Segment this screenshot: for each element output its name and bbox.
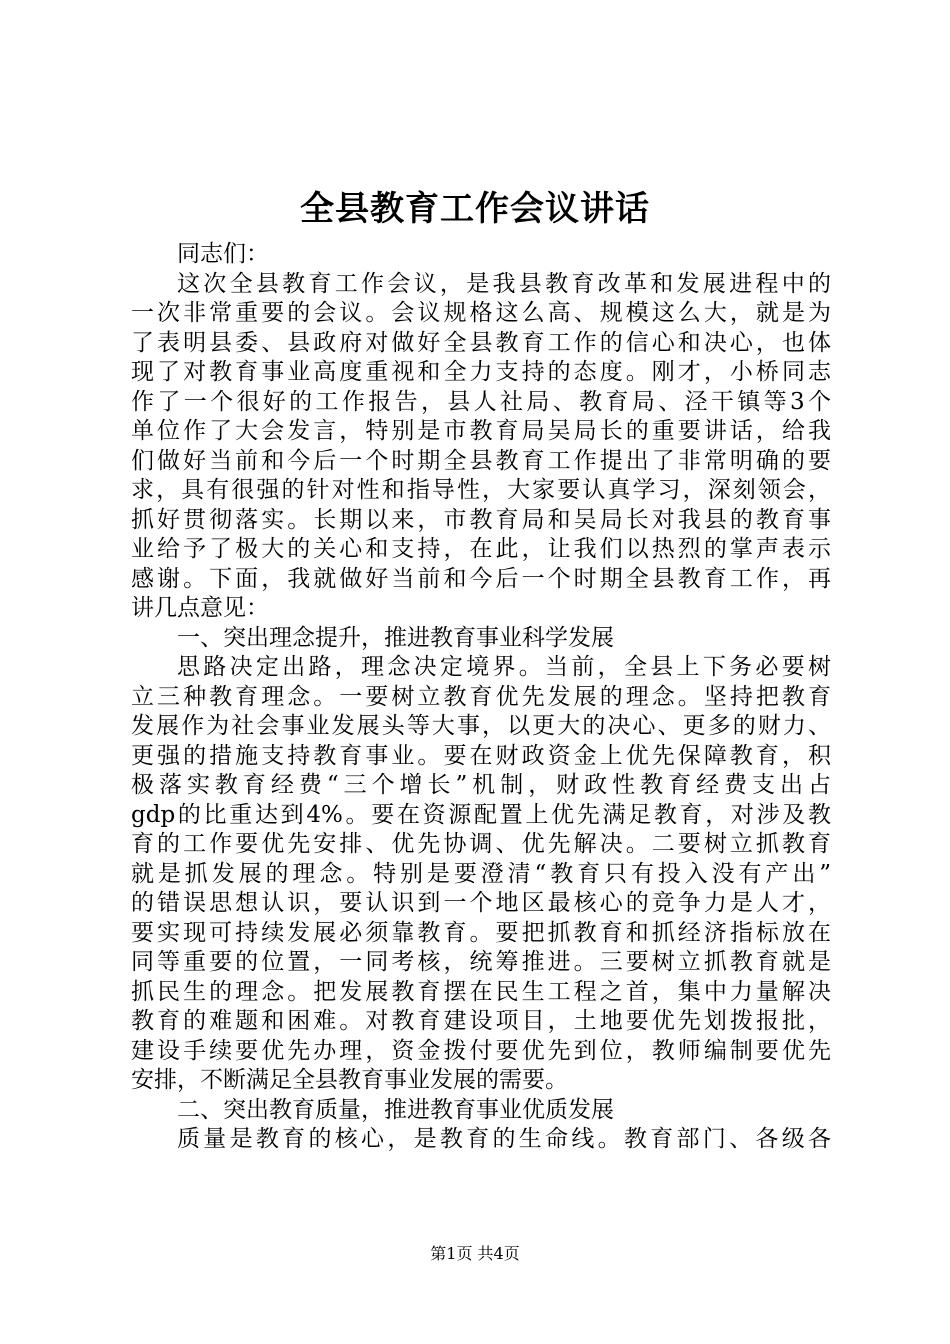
text-line: 这次全县教育工作会议，是我县教育改革和发展进程中的 <box>177 270 831 297</box>
document-title: 全县教育工作会议讲话 <box>300 189 650 229</box>
text-line: 更强的措施支持教育事业。要在财政资金上优先保障教育，积 <box>131 742 831 769</box>
text-line: 思路决定出路，理念决定境界。当前，全县上下务必要树 <box>177 654 831 680</box>
text-line: 单位作了大会发言，特别是市教育局吴局长的重要讲话，给我 <box>131 418 831 444</box>
text-line: 要实现可持续发展必须靠教育。要把抓教育和抓经济指标放在 <box>131 919 831 946</box>
text-line: 发展作为社会事业发展头等大事，以更大的决心、更多的财力、 <box>131 713 831 739</box>
text-line: 安排，不断满足全县教育事业发展的需要。 <box>131 1067 568 1093</box>
text-line: 们做好当前和今后一个时期全县教育工作提出了非常明确的要 <box>131 447 831 474</box>
text-line: 极落实教育经费“三个增长”机制，财政性教育经费支出占 <box>131 772 831 798</box>
text-line: 业给予了极大的关心和支持，在此，让我们以热烈的掌声表示 <box>131 536 831 562</box>
text-line: 建设手续要优先办理，资金拨付要优先到位，教师编制要优先 <box>131 1037 831 1064</box>
text-line: 育的工作要优先安排、优先协调、优先解决。二要树立抓教育 <box>131 831 831 857</box>
text-line: 感谢。下面，我就做好当前和今后一个时期全县教育工作，再 <box>131 565 831 592</box>
text-line: 二、突出教育质量，推进教育事业优质发展 <box>177 1096 614 1123</box>
page-footer: 第1页 共4页 <box>430 1244 520 1263</box>
text-line: 了表明县委、县政府对做好全县教育工作的信心和决心，也体 <box>131 329 831 356</box>
text-line: 讲几点意见： <box>131 595 269 621</box>
document-body <box>131 240 831 1155</box>
text-line: 同等重要的位置，一同考核，统筹推进。三要树立抓教育就是 <box>131 949 831 975</box>
text-line: 抓好贯彻落实。长期以来，市教育局和吴局长对我县的教育事 <box>131 506 831 533</box>
text-line: 教育的难题和困难。对教育建设项目，土地要优先划拨报批， <box>131 1008 831 1034</box>
text-line: 一、突出理念提升，推进教育事业科学发展 <box>177 624 614 651</box>
text-line: gdp的比重达到4%。要在资源配置上优先满足教育，对涉及教 <box>131 801 831 828</box>
text-line: 立三种教育理念。一要树立教育优先发展的理念。坚持把教育 <box>131 683 831 710</box>
text-line: 抓民生的理念。把发展教育摆在民生工程之首，集中力量解决 <box>131 978 831 1005</box>
text-line: 的错误思想认识，要认识到一个地区最核心的竞争力是人才， <box>131 890 831 916</box>
text-line: 现了对教育事业高度重视和全力支持的态度。刚才，小桥同志 <box>131 359 831 385</box>
text-line: 一次非常重要的会议。会议规格这么高、规模这么大，就是为 <box>131 300 831 326</box>
text-line: 同志们： <box>177 241 269 267</box>
text-line: 作了一个很好的工作报告，县人社局、教育局、泾干镇等3个 <box>131 388 831 415</box>
text-line: 就是抓发展的理念。特别是要澄清“教育只有投入没有产出” <box>131 860 831 887</box>
text-line: 求，具有很强的针对性和指导性，大家要认真学习，深刻领会， <box>131 477 831 503</box>
text-line: 质量是教育的核心，是教育的生命线。教育部门、各级各 <box>177 1126 831 1152</box>
